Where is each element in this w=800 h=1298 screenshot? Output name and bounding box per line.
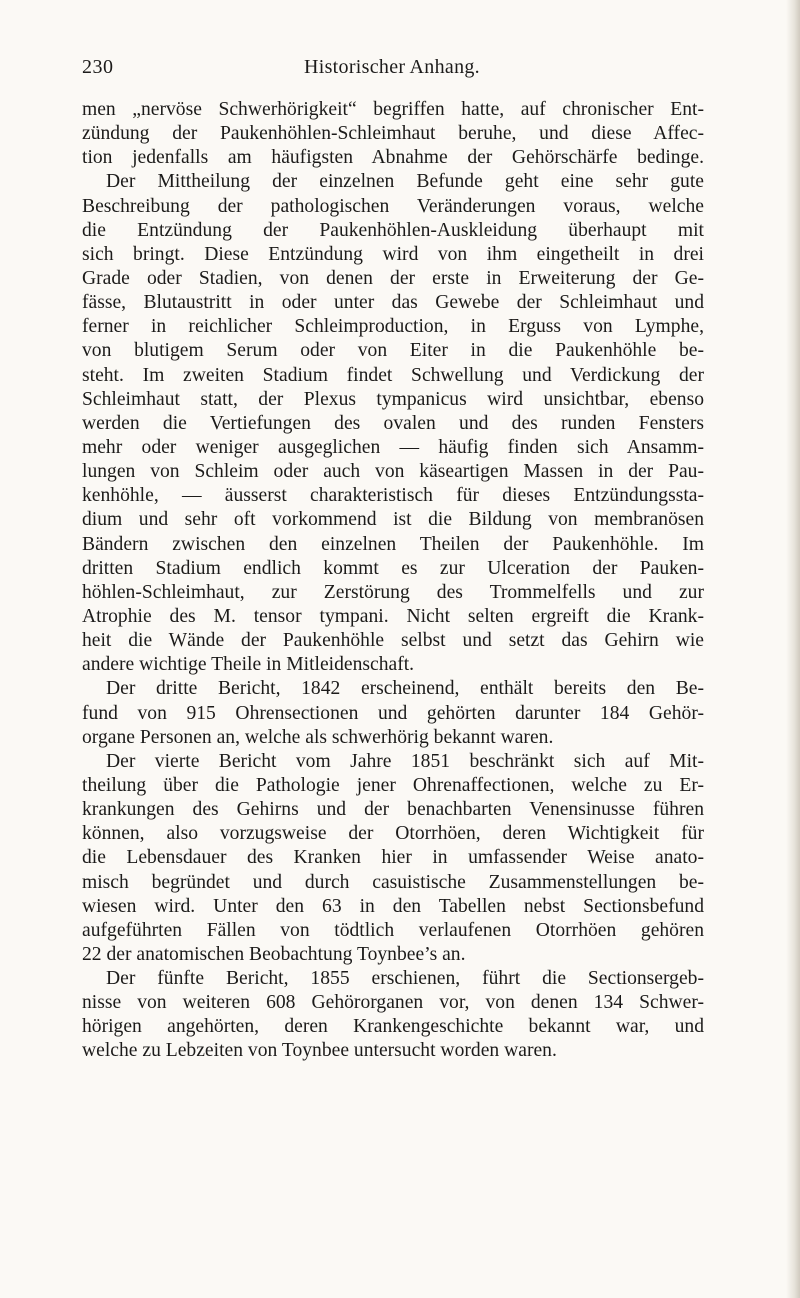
text-line: dritten Stadium endlich kommt es zur Ulceration der Pauken-: [82, 557, 704, 579]
text-line: Der vierte Bericht vom Jahre 1851 beschränkt sich auf Mit-: [106, 750, 704, 772]
text-line: zündung der Paukenhöhlen-Schleimhaut beruhe, und diese Affec-: [82, 123, 704, 145]
text-line: aufgeführten Fällen von tödtlich verlaufenen Otorrhöen gehören: [82, 919, 704, 941]
text-line: dium und sehr oft vorkommend ist die Bildung von membranösen: [82, 509, 704, 531]
text-line: steht. Im zweiten Stadium findet Schwellung und Verdickung der: [82, 364, 704, 386]
text-line: fund von 915 Ohrensectionen und gehörten darunter 184 Gehör-: [82, 702, 704, 724]
text-line: nisse von weiteren 608 Gehörorganen vor, von denen 134 Schwer-: [82, 992, 704, 1014]
text-line: 22 der anatomischen Beobachtung Toynbee’s an.: [82, 943, 466, 965]
text-line: Grade oder Stadien, von denen der erste in Erweiterung der Ge-: [82, 267, 704, 289]
text-line: organe Personen an, welche als schwerhörig bekannt waren.: [82, 726, 554, 748]
text-line: Schleimhaut statt, der Plexus tympanicus wird unsichtbar, ebenso: [82, 388, 704, 410]
text-line: theilung über die Pathologie jener Ohrenaffectionen, welche zu Er-: [82, 774, 704, 796]
text-line: tion jedenfalls am häufigsten Abnahme der Gehörschärfe bedinge.: [82, 147, 704, 169]
text-line: Bändern zwischen den einzelnen Theilen der Paukenhöhle. Im: [82, 533, 704, 555]
text-line: heit die Wände der Paukenhöhle selbst und setzt das Gehirn wie: [82, 630, 704, 652]
text-line: misch begründet und durch casuistische Zusammenstellungen be-: [82, 871, 704, 893]
text-line: Der dritte Bericht, 1842 erscheinend, enthält bereits den Be-: [106, 678, 704, 700]
page-number: 230: [82, 56, 114, 78]
text-line: wiesen wird. Unter den 63 in den Tabellen nebst Sectionsbefund: [82, 895, 704, 917]
text-line: von blutigem Serum oder von Eiter in die Paukenhöhle be-: [82, 340, 704, 362]
text-line: werden die Vertiefungen des ovalen und des runden Fensters: [82, 412, 704, 434]
text-line: ferner in reichlicher Schleimproduction, in Erguss von Lymphe,: [82, 316, 704, 338]
text-line: Atrophie des M. tensor tympani. Nicht selten ergreift die Krank-: [82, 605, 704, 627]
text-line: fässe, Blutaustritt in oder unter das Gewebe der Schleimhaut und: [82, 292, 704, 314]
body-text: [82, 98, 704, 1064]
text-line: andere wichtige Theile in Mitleidenschaft.: [82, 654, 415, 676]
text-line: können, also vorzugsweise der Otorrhöen, deren Wichtigkeit für: [82, 823, 704, 845]
text-line: lungen von Schleim oder auch von käseartigen Massen in der Pau-: [82, 461, 704, 483]
text-line: Der fünfte Bericht, 1855 erschienen, führt die Sectionsergeb-: [106, 968, 704, 990]
text-line: welche zu Lebzeiten von Toynbee untersucht worden waren.: [82, 1040, 557, 1062]
page-edge-shadow: [786, 0, 800, 1298]
text-line: hörigen angehörten, deren Krankengeschichte bekannt war, und: [82, 1016, 704, 1038]
text-line: Der Mittheilung der einzelnen Befunde geht eine sehr gute: [106, 171, 704, 193]
text-line: kenhöhle, — äusserst charakteristisch für dieses Entzündungssta-: [82, 485, 704, 507]
text-line: höhlen-Schleimhaut, zur Zerstörung des Trommelfells und zur: [82, 581, 704, 603]
text-line: die Entzündung der Paukenhöhlen-Auskleidung überhaupt mit: [82, 219, 704, 241]
text-line: mehr oder weniger ausgeglichen — häufig finden sich Ansamm-: [82, 436, 704, 458]
text-line: sich bringt. Diese Entzündung wird von ihm eingetheilt in drei: [82, 243, 704, 265]
text-line: krankungen des Gehirns und der benachbarten Venensinusse führen: [82, 799, 704, 821]
text-line: men „nervöse Schwerhörigkeit“ begriffen hatte, auf chronischer Ent-: [82, 99, 704, 120]
page-header: [82, 56, 702, 86]
running-head: Historischer Anhang.: [304, 56, 480, 78]
text-line: die Lebensdauer des Kranken hier in umfassender Weise anato-: [82, 847, 704, 869]
text-line: Beschreibung der pathologischen Veränderungen voraus, welche: [82, 195, 704, 217]
